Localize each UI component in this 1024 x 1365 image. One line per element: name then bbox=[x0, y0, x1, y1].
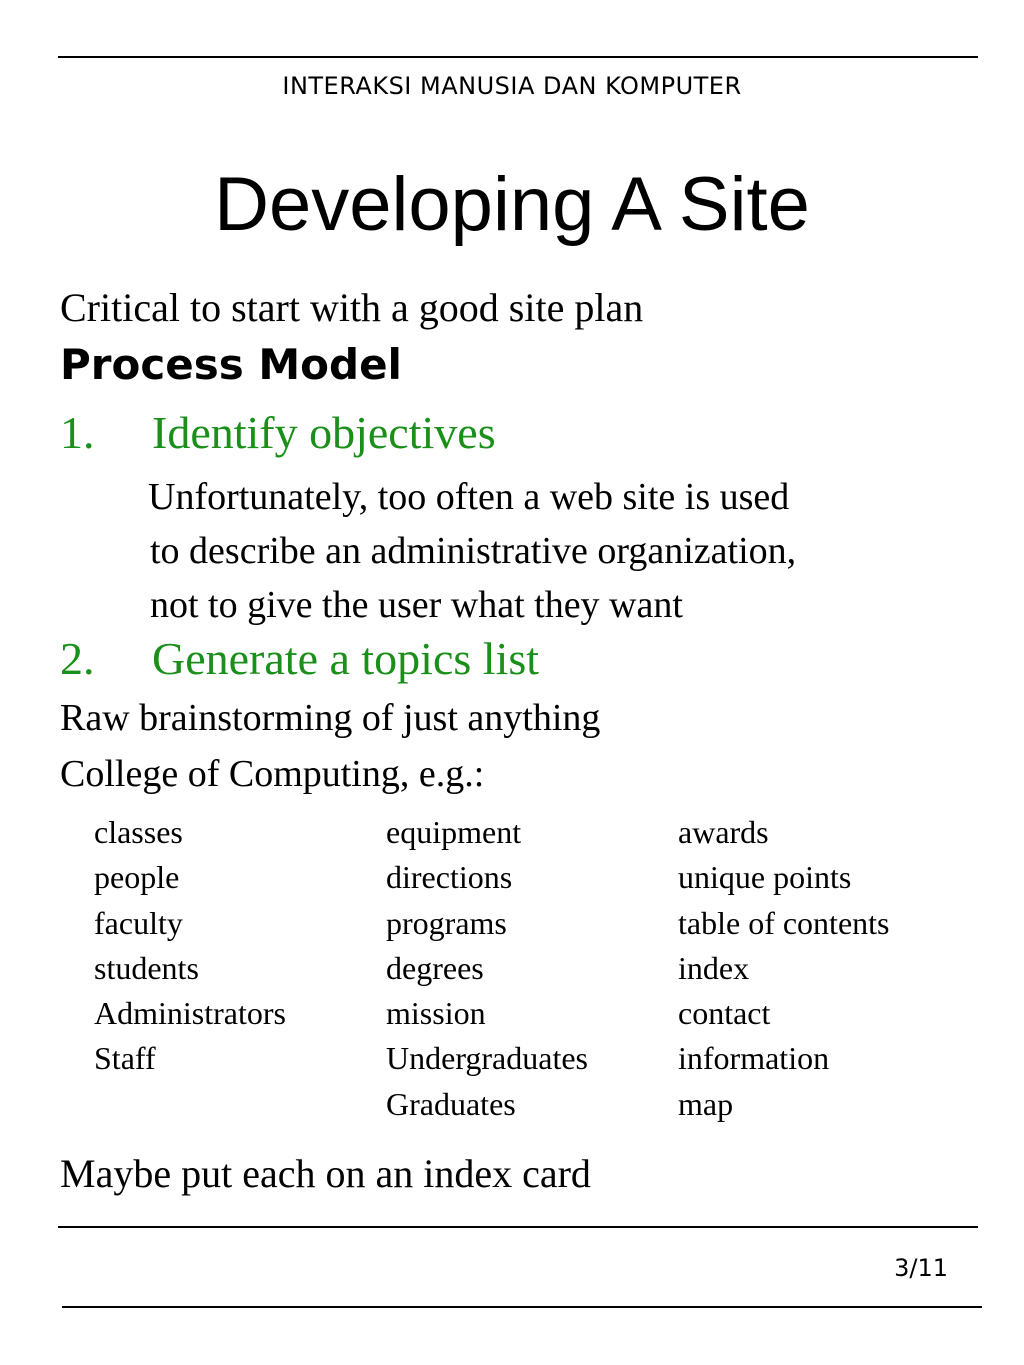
course-header: INTERAKSI MANUSIA DAN KOMPUTER bbox=[282, 72, 742, 100]
topic-item: degrees bbox=[386, 949, 484, 986]
topics-column-2 bbox=[386, 810, 588, 1127]
topic-item: Administrators bbox=[94, 995, 286, 1032]
topic-item: people bbox=[94, 859, 180, 896]
brainstorm-line: Raw brainstorming of just anything bbox=[60, 697, 601, 739]
topic-item: Staff bbox=[94, 1040, 156, 1077]
topic-item: classes bbox=[94, 814, 183, 850]
topic-item: equipment bbox=[386, 814, 522, 850]
topic-item: programs bbox=[386, 904, 507, 941]
intro-text: Critical to start with a good site plan bbox=[60, 285, 644, 330]
topic-item: Graduates bbox=[386, 1085, 516, 1122]
topics-column-3 bbox=[678, 810, 889, 1127]
topic-item: Undergraduates bbox=[386, 1040, 588, 1077]
step-1 bbox=[60, 406, 496, 459]
footer-rule-bottom bbox=[62, 1306, 982, 1308]
topic-item: map bbox=[678, 1085, 734, 1122]
step-2-number: 2. bbox=[60, 633, 95, 684]
top-rule bbox=[58, 56, 978, 58]
topic-item: mission bbox=[386, 995, 486, 1032]
step-2 bbox=[60, 632, 539, 685]
closing-line: Maybe put each on an index card bbox=[60, 1151, 591, 1196]
description-line: not to give the user what they want bbox=[150, 584, 683, 626]
topic-item: awards bbox=[678, 814, 769, 850]
topic-item: contact bbox=[678, 995, 771, 1032]
process-model-heading: Process Model bbox=[60, 340, 402, 389]
description-line: Unfortunately, too often a web site is used bbox=[148, 476, 790, 518]
topic-item: unique points bbox=[678, 859, 852, 896]
description-line: to describe an administrative organization, bbox=[150, 530, 797, 572]
slide-title: Developing A Site bbox=[214, 162, 810, 247]
topic-item: index bbox=[678, 949, 750, 986]
topic-item: directions bbox=[386, 859, 513, 896]
topic-item: table of contents bbox=[678, 904, 890, 941]
step-1-description bbox=[150, 470, 796, 632]
step-1-label: Identify objectives bbox=[152, 407, 496, 458]
step-1-number: 1. bbox=[60, 407, 95, 458]
topic-item: faculty bbox=[94, 904, 183, 941]
topic-item: students bbox=[94, 949, 199, 986]
topics-column-1 bbox=[94, 810, 286, 1082]
page-number: 3/11 bbox=[894, 1254, 948, 1282]
footer-rule-top bbox=[58, 1226, 978, 1228]
example-line: College of Computing, e.g.: bbox=[60, 753, 485, 795]
step-2-label: Generate a topics list bbox=[152, 633, 540, 684]
topic-item: information bbox=[678, 1040, 830, 1077]
